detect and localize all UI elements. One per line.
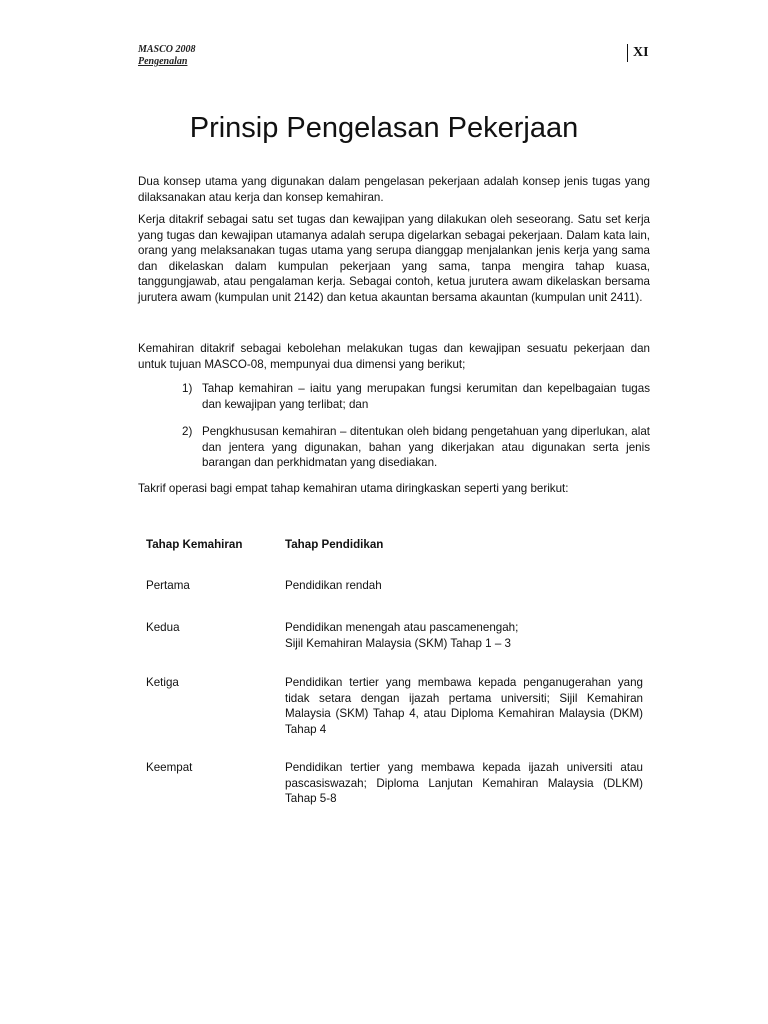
- header-education-level: Tahap Pendidikan: [285, 538, 384, 551]
- paragraph-kerja: Kerja ditakrif sebagai satu set tugas dan kewajipan yang dilakukan oleh seseorang. Satu set kerja yang tugas dan kewajipan utamanya adalah serupa digelarkan sebagai pekerjaan. Dalam kata lain, orang yang melaksanakan tugas utama yang serupa dianggap menjalankan jenis kerja yang sama dan dikelaskan dalam kumpulan pekerjaan yang sama, tanpa mengira tahap kuasa, tanggungjawab, atau pengalaman kerja. Sebagai contoh, ketua jurutera awam dikelaskan bersama jurutera awam (kumpulan unit 2142) dan ketua akauntan bersama akauntan (kumpulan unit 2411).: [138, 213, 650, 304]
- list-text: Pengkhususan kemahiran – ditentukan oleh bidang pengetahuan yang diperlukan, alat dan jentera yang digunakan, bahan yang dikerjakan atau digunakan serta jenis barangan dan perkhidmatan yang disediakan.: [202, 425, 650, 470]
- list-number: 1): [182, 382, 193, 395]
- page-number: XI: [627, 44, 649, 62]
- list-item: [182, 381, 650, 412]
- list-number: 2): [182, 425, 193, 438]
- education-cell: Pendidikan tertier yang membawa kepada ijazah universiti atau pascasiswazah; Diploma Lanjutan Kemahiran Malaysia (DLKM) Tahap 5-8: [285, 761, 643, 806]
- skill-level-cell: Pertama: [146, 579, 190, 592]
- section-name: Pengenalan: [138, 56, 188, 67]
- paragraph-takrif: Takrif operasi bagi empat tahap kemahiran utama diringkaskan seperti yang berikut:: [138, 482, 569, 495]
- header-skill-level: Tahap Kemahiran: [146, 538, 243, 551]
- paragraph-kemahiran: Kemahiran ditakrif sebagai kebolehan melakukan tugas dan kewajipan sesuatu pekerjaan dan untuk tujuan MASCO-08, mempunyai dua dimensi yang berikut;: [138, 342, 650, 371]
- publication-name: MASCO 2008: [138, 44, 196, 55]
- education-cell: Pendidikan menengah atau pascamenengah; Sijil Kemahiran Malaysia (SKM) Tahap 1 – 3: [285, 621, 519, 650]
- list-text: Tahap kemahiran – iaitu yang merupakan fungsi kerumitan dan kepelbagaian tugas dan kewajipan yang terlibat; dan: [202, 382, 650, 411]
- skill-level-cell: Kedua: [146, 621, 180, 634]
- skill-level-cell: Ketiga: [146, 676, 179, 689]
- education-cell: Pendidikan rendah: [285, 579, 382, 592]
- education-cell: Pendidikan tertier yang membawa kepada penganugerahan yang tidak setara dengan ijazah pertama universiti; Sijil Kemahiran Malaysia (SKM) Tahap 4, atau Diploma Kemahiran Malaysia (DKM) Tahap 4: [285, 676, 643, 736]
- page-title: Prinsip Pengelasan Pekerjaan: [189, 112, 579, 144]
- paragraph-intro: Dua konsep utama yang digunakan dalam pengelasan pekerjaan adalah konsep jenis tugas yang dilaksanakan atau kerja dan konsep kemahiran.: [138, 175, 650, 204]
- running-head: [138, 44, 196, 68]
- list-item: [182, 424, 650, 471]
- skill-level-cell: Keempat: [146, 761, 193, 774]
